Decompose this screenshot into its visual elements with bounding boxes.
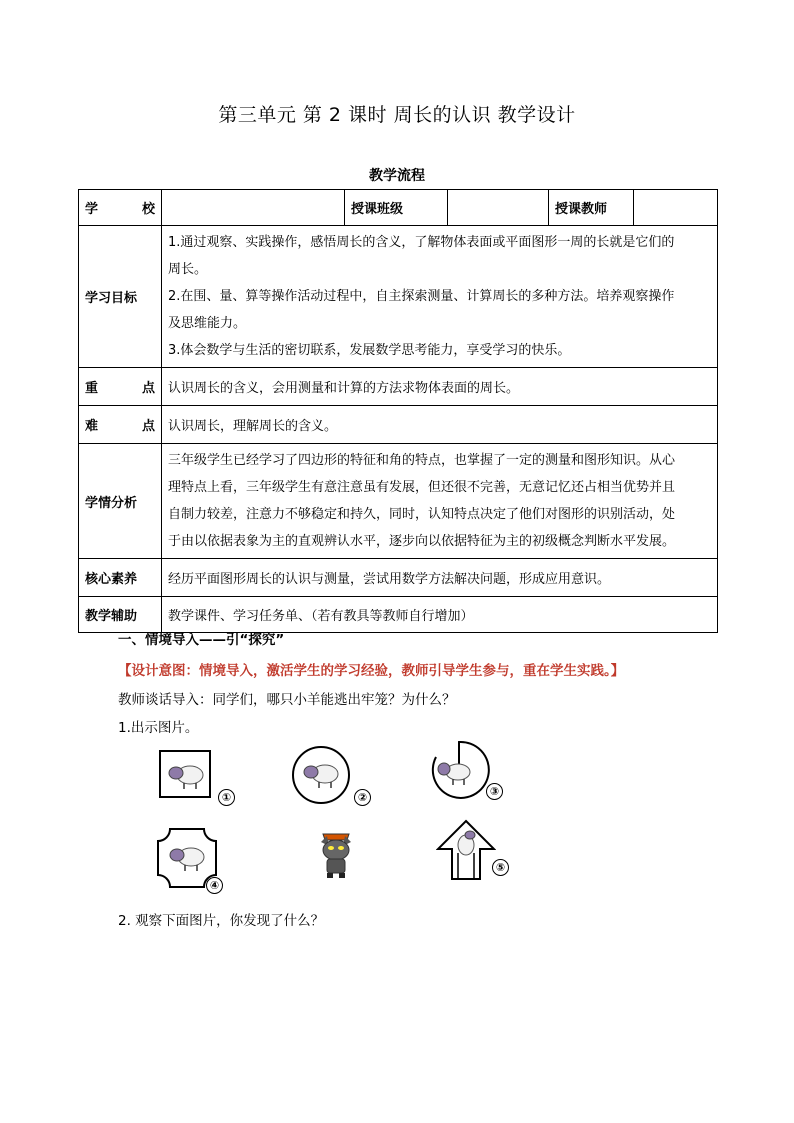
lesson-plan-table xyxy=(78,189,718,633)
table-row-goals xyxy=(79,226,718,368)
goal-line: 1.通过观察、实践操作，感悟周长的含义，了解物体表面或平面图形一周的长就是它们的 xyxy=(168,235,675,250)
school-value xyxy=(162,190,345,226)
table-row-key xyxy=(79,368,718,406)
step-1: 1.出示图片。 xyxy=(118,720,199,736)
teacher-dialogue: 教师谈话导入：同学们，哪只小羊能逃出牢笼？为什么？ xyxy=(118,692,456,708)
figure-number-4: ④ xyxy=(206,877,223,894)
table-row-difficult xyxy=(79,406,718,444)
analysis-line: 自制力较差，注意力不够稳定和持久，同时，认知特点决定了他们对图形的识别活动，处 xyxy=(168,507,676,522)
table-row-school xyxy=(79,190,718,226)
analysis-label: 学情分析 xyxy=(79,444,162,559)
design-intent: 【设计意图：情境导入，激活学生的学习经验，教师引导学生参与，重在学生实践。】 xyxy=(118,663,625,679)
analysis-content xyxy=(162,444,718,559)
class-value xyxy=(448,190,549,226)
goal-line: 周长。 xyxy=(168,262,208,277)
analysis-line: 三年级学生已经学习了四边形的特征和角的特点，也掌握了一定的测量和图形知识。从心 xyxy=(168,453,676,468)
analysis-line: 于由以依据表象为主的直观辨认水平，逐步向以依据特征为主的初级概念判断水平发展。 xyxy=(168,534,676,549)
table-row-analysis xyxy=(79,444,718,559)
arrow-pen-icon xyxy=(436,819,496,881)
class-label: 授课班级 xyxy=(345,190,448,226)
sheep-in-circle-figure xyxy=(290,745,375,807)
figure-number-5: ⑤ xyxy=(492,859,509,876)
sheep-in-arrow-figure xyxy=(436,819,516,883)
section-heading-intro: 一、情境导入——引“探究” xyxy=(118,632,285,648)
sheep-in-notched-square-figure xyxy=(156,827,236,895)
difficult-content: 认识周长，理解周长的含义。 xyxy=(162,406,718,444)
document-title: 第三单元 第 2 课时 周长的认识 教学设计 xyxy=(218,104,576,126)
goals-content xyxy=(162,226,718,368)
goal-line: 3.体会数学与生活的密切联系，发展数学思考能力，享受学习的快乐。 xyxy=(168,343,571,358)
wolf-icon xyxy=(313,828,359,880)
core-label: 核心素养 xyxy=(79,559,162,597)
figure-number-1: ① xyxy=(218,789,235,806)
figure-number-3: ③ xyxy=(486,783,503,800)
core-content: 经历平面图形周长的认识与测量，尝试用数学方法解决问题，形成应用意识。 xyxy=(162,559,718,597)
teacher-label: 授课教师 xyxy=(549,190,634,226)
aids-label: 教学辅助 xyxy=(79,597,162,633)
difficult-label: 难 点 xyxy=(79,406,162,444)
wolf-picture xyxy=(313,828,359,880)
sheep-in-square-figure xyxy=(158,749,238,807)
flow-title: 教学流程 xyxy=(369,168,425,184)
open-circle-pen-icon xyxy=(428,739,490,801)
goal-line: 及思维能力。 xyxy=(168,316,247,331)
square-pen-icon xyxy=(158,749,214,801)
circle-pen-icon xyxy=(290,745,352,805)
goal-line: 2.在围、量、算等操作活动过程中，自主探索测量、计算周长的多种方法。培养观察操作 xyxy=(168,289,675,304)
sheep-in-open-circle-figure xyxy=(428,739,508,803)
aids-content: 教学课件、学习任务单、（若有教具等教师自行增加） xyxy=(162,597,718,633)
figure-number-2: ② xyxy=(354,789,371,806)
table-row-core xyxy=(79,559,718,597)
goals-label: 学习目标 xyxy=(79,226,162,368)
teacher-value xyxy=(634,190,718,226)
step-2: 2. 观察下面图片，你发现了什么？ xyxy=(118,913,325,929)
analysis-line: 理特点上看，三年级学生有意注意虽有发展，但还很不完善，无意记忆还占相当优势并且 xyxy=(168,480,676,495)
key-label: 重 点 xyxy=(79,368,162,406)
key-content: 认识周长的含义，会用测量和计算的方法求物体表面的周长。 xyxy=(162,368,718,406)
school-label: 学 校 xyxy=(79,190,162,226)
